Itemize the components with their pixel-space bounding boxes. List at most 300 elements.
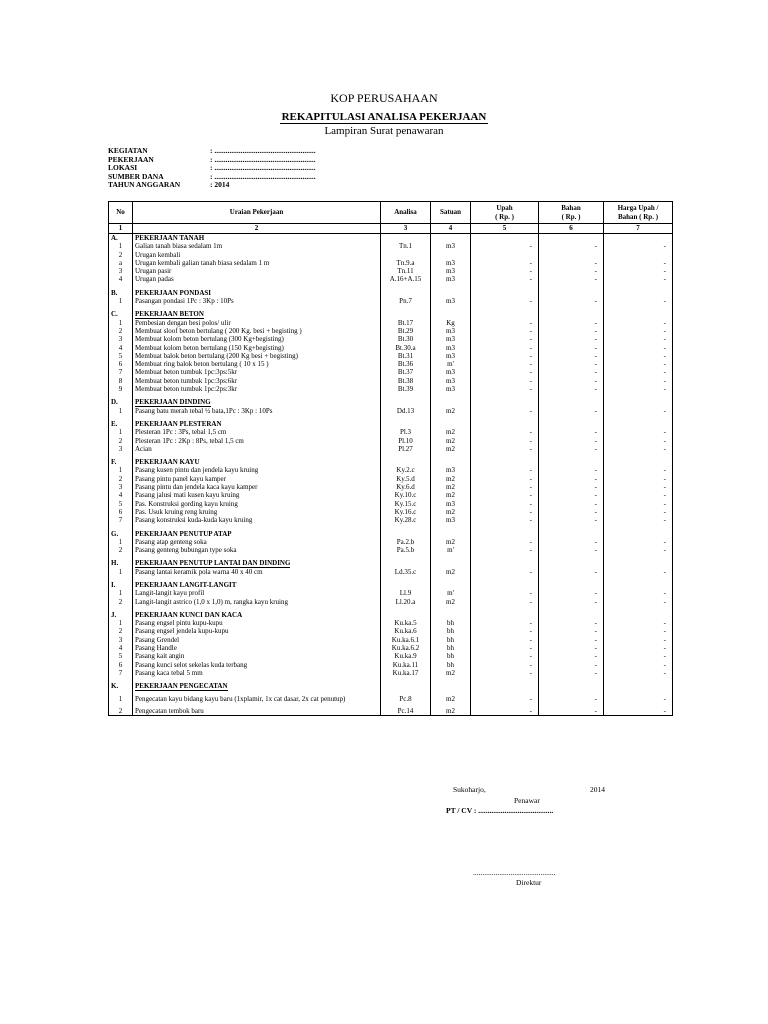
empty-cell (381, 611, 431, 619)
table-row (109, 437, 673, 445)
item-upah: - (471, 368, 539, 376)
section-row (109, 289, 673, 297)
item-harga: - (604, 589, 673, 597)
item-number: 7 (109, 368, 133, 376)
empty-cell (381, 420, 431, 428)
item-bahan: - (539, 385, 604, 393)
table-row (109, 627, 673, 635)
item-bahan: - (539, 669, 604, 677)
empty-cell (431, 458, 471, 466)
item-description: Galian tanah biasa sedalam 1m (133, 242, 381, 250)
empty-cell (604, 310, 673, 318)
item-harga: - (604, 267, 673, 275)
item-upah: - (471, 437, 539, 445)
item-harga: - (604, 297, 673, 305)
column-number: 7 (604, 224, 673, 234)
item-upah: - (471, 335, 539, 343)
column-number: 4 (431, 224, 471, 234)
item-description: Urugan padas (133, 275, 381, 283)
item-number: 3 (109, 483, 133, 491)
item-satuan: m3 (431, 500, 471, 508)
column-header: Analisa (381, 202, 431, 224)
item-harga: - (604, 644, 673, 652)
empty-cell (471, 559, 539, 567)
item-bahan: - (539, 437, 604, 445)
item-upah: - (471, 500, 539, 508)
item-satuan: bh (431, 661, 471, 669)
item-upah: - (471, 445, 539, 453)
item-harga: - (604, 508, 673, 516)
empty-cell (539, 398, 604, 406)
kop-perusahaan: KOP PERUSAHAAN (330, 91, 438, 105)
section-code: K. (109, 682, 133, 690)
item-description: Plesteran 1Pc : 2Kp : 8Ps, tebal 1,5 cm (133, 437, 381, 445)
item-upah: - (471, 377, 539, 385)
item-number: 6 (109, 360, 133, 368)
item-bahan: - (539, 691, 604, 707)
item-harga: - (604, 319, 673, 327)
item-upah: - (471, 669, 539, 677)
item-number: 2 (109, 546, 133, 554)
item-satuan: bh (431, 627, 471, 635)
table-row (109, 360, 673, 368)
item-analisa: Ku.ka.5 (381, 619, 431, 627)
item-number: 9 (109, 385, 133, 393)
section-code: B. (109, 289, 133, 297)
item-analisa: Pn.7 (381, 297, 431, 305)
section-code: I. (109, 581, 133, 589)
item-upah: - (471, 707, 539, 716)
empty-cell (431, 398, 471, 406)
item-bahan: - (539, 319, 604, 327)
item-analisa: Pl.3 (381, 428, 431, 436)
item-number: 2 (109, 627, 133, 635)
document-title-text: REKAPITULASI ANALISA PEKERJAAN (281, 111, 487, 123)
penawar-label: Penawar (514, 796, 540, 805)
empty-cell (431, 420, 471, 428)
item-bahan: - (539, 445, 604, 453)
item-upah: - (471, 483, 539, 491)
table-row (109, 319, 673, 327)
section-title-text: PEKERJAAN PLESTERAN (135, 419, 222, 428)
column-number: 5 (471, 224, 539, 234)
section-title-text: PEKERJAAN LANGIT-LANGIT (135, 580, 237, 589)
item-number: 6 (109, 661, 133, 669)
empty-cell (604, 398, 673, 406)
meta-label: TAHUN ANGGARAN (108, 180, 181, 190)
item-harga: - (604, 538, 673, 546)
item-description: Membuat balok beton bertulang (200 Kg besi + begisting) (133, 352, 381, 360)
empty-cell (604, 530, 673, 538)
item-number: 1 (109, 568, 133, 576)
empty-cell (539, 420, 604, 428)
item-satuan: m3 (431, 516, 471, 524)
item-bahan: - (539, 428, 604, 436)
item-satuan: m' (431, 546, 471, 554)
item-number: 3 (109, 335, 133, 343)
item-harga: - (604, 327, 673, 335)
item-bahan: - (539, 242, 604, 250)
item-satuan: m2 (431, 568, 471, 576)
item-analisa: Bt.31 (381, 352, 431, 360)
meta-label: KEGIATAN (108, 146, 148, 155)
item-analisa (381, 251, 431, 259)
item-satuan: m2 (431, 598, 471, 606)
item-upah: - (471, 491, 539, 499)
signature-line: ............................................ (473, 868, 556, 877)
item-number: 2 (109, 598, 133, 606)
empty-cell (539, 611, 604, 619)
table-row (109, 691, 673, 707)
item-upah: - (471, 360, 539, 368)
section-row (109, 530, 673, 538)
table-row (109, 297, 673, 305)
item-bahan: - (539, 636, 604, 644)
item-upah: - (471, 661, 539, 669)
item-harga: - (604, 491, 673, 499)
item-number: 2 (109, 475, 133, 483)
empty-cell (604, 611, 673, 619)
meta-value: : ...................................................... (210, 171, 316, 181)
item-harga: - (604, 669, 673, 677)
item-number: 4 (109, 275, 133, 283)
item-upah: - (471, 589, 539, 597)
column-number: 3 (381, 224, 431, 234)
empty-cell (431, 310, 471, 318)
item-satuan: m3 (431, 466, 471, 474)
item-satuan: m' (431, 589, 471, 597)
section-title-text: PEKERJAAN PENUTUP LANTAI DAN DINDING (135, 559, 291, 568)
item-number: 5 (109, 352, 133, 360)
meta-value: : ...................................................... (210, 163, 316, 173)
empty-cell (604, 234, 673, 243)
item-number: 7 (109, 516, 133, 524)
item-harga: - (604, 636, 673, 644)
empty-cell (539, 234, 604, 243)
item-satuan: m3 (431, 275, 471, 283)
item-harga: - (604, 475, 673, 483)
table-row (109, 568, 673, 576)
item-upah: - (471, 475, 539, 483)
item-harga: - (604, 483, 673, 491)
item-upah: - (471, 619, 539, 627)
empty-cell (471, 611, 539, 619)
item-number: 2 (109, 707, 133, 716)
section-title (133, 458, 381, 466)
document-title (0, 111, 768, 123)
section-title (133, 581, 381, 589)
column-number: 6 (539, 224, 604, 234)
item-bahan: - (539, 644, 604, 652)
item-number: 1 (109, 466, 133, 474)
item-bahan: - (539, 335, 604, 343)
item-description: Urugan kembali (133, 251, 381, 259)
table-row (109, 242, 673, 250)
recap-table (108, 201, 673, 716)
item-satuan: m2 (431, 491, 471, 499)
table-row (109, 483, 673, 491)
empty-cell (604, 559, 673, 567)
item-upah: - (471, 508, 539, 516)
item-number: 1 (109, 589, 133, 597)
item-satuan: m3 (431, 267, 471, 275)
item-bahan: - (539, 368, 604, 376)
item-description: Pas. Usuk kruing reng kruing (133, 508, 381, 516)
item-number: 2 (109, 327, 133, 335)
section-title (133, 559, 381, 567)
section-title (133, 420, 381, 428)
section-title-text: PEKERJAAN PONDASI (135, 288, 212, 297)
meta-label: LOKASI (108, 163, 138, 173)
item-upah: - (471, 652, 539, 660)
item-description: Pasang Grendel (133, 636, 381, 644)
item-analisa: Pc.14 (381, 707, 431, 716)
item-analisa: Ky.10.c (381, 491, 431, 499)
empty-cell (539, 310, 604, 318)
item-bahan (539, 251, 604, 259)
item-number: 1 (109, 242, 133, 250)
item-number: 5 (109, 500, 133, 508)
item-analisa: Ku.ka.6.2 (381, 644, 431, 652)
item-analisa: Ky.6.d (381, 483, 431, 491)
item-description: Urugan pasir (133, 267, 381, 275)
item-upah: - (471, 259, 539, 267)
meta-label: PEKERJAAN (108, 154, 154, 164)
section-code: J. (109, 611, 133, 619)
item-description: Langit-langit kayu profil (133, 589, 381, 597)
item-analisa: Ky.28.c (381, 516, 431, 524)
section-title (133, 289, 381, 297)
company-name: PT / CV : ........................................ (446, 806, 554, 815)
empty-cell (604, 289, 673, 297)
item-satuan: m2 (431, 669, 471, 677)
item-harga: - (604, 437, 673, 445)
table-row (109, 335, 673, 343)
table-header-row (109, 202, 673, 224)
empty-cell (381, 530, 431, 538)
item-bahan: - (539, 377, 604, 385)
item-upah: - (471, 568, 539, 576)
item-analisa: Pa.2.b (381, 538, 431, 546)
table-row (109, 707, 673, 716)
item-upah: - (471, 242, 539, 250)
item-number: 4 (109, 491, 133, 499)
empty-cell (539, 559, 604, 567)
item-bahan: - (539, 546, 604, 554)
item-analisa: Ku.ka.6.1 (381, 636, 431, 644)
item-harga: - (604, 500, 673, 508)
item-number: 4 (109, 344, 133, 352)
item-bahan: - (539, 598, 604, 606)
item-analisa: Pc.8 (381, 691, 431, 707)
section-title-text: PEKERJAAN PENUTUP ATAP (135, 529, 232, 538)
item-satuan: bh (431, 619, 471, 627)
section-title (133, 682, 381, 690)
item-harga: - (604, 546, 673, 554)
table-row (109, 259, 673, 267)
empty-cell (604, 458, 673, 466)
item-analisa: Bt.30.a (381, 344, 431, 352)
meta-value: : ...................................................... (210, 146, 316, 155)
section-code: D. (109, 398, 133, 406)
item-bahan: - (539, 627, 604, 635)
empty-cell (471, 310, 539, 318)
table-row (109, 251, 673, 259)
item-bahan: - (539, 589, 604, 597)
item-upah: - (471, 691, 539, 707)
empty-cell (431, 289, 471, 297)
empty-cell (381, 289, 431, 297)
section-row (109, 310, 673, 318)
table-row (109, 500, 673, 508)
item-harga: - (604, 691, 673, 707)
item-harga: - (604, 627, 673, 635)
item-harga: - (604, 407, 673, 415)
item-satuan: bh (431, 644, 471, 652)
empty-cell (381, 310, 431, 318)
item-analisa: Ky.2.c (381, 466, 431, 474)
item-number: 1 (109, 297, 133, 305)
empty-cell (431, 559, 471, 567)
director-label: Direktur (516, 878, 542, 887)
section-title (133, 310, 381, 318)
item-analisa: Bt.38 (381, 377, 431, 385)
table-row (109, 508, 673, 516)
item-analisa: Pl.27 (381, 445, 431, 453)
item-number: 8 (109, 377, 133, 385)
item-bahan: - (539, 491, 604, 499)
signing-place: Sukoharjo, (453, 785, 486, 794)
column-number: 1 (109, 224, 133, 234)
empty-cell (471, 458, 539, 466)
empty-cell (381, 398, 431, 406)
item-harga: - (604, 275, 673, 283)
meta-row (108, 181, 316, 190)
item-harga: - (604, 428, 673, 436)
item-description: Membuat beton tumbuk 1pc:2ps:3kr (133, 385, 381, 393)
item-number: 2 (109, 437, 133, 445)
empty-cell (604, 420, 673, 428)
item-satuan: m' (431, 360, 471, 368)
item-description: Pembesian dengan besi polos/ ulir (133, 319, 381, 327)
item-satuan: m3 (431, 385, 471, 393)
item-number: 2 (109, 251, 133, 259)
item-bahan: - (539, 466, 604, 474)
item-description: Pasang Handle (133, 644, 381, 652)
item-satuan: m2 (431, 707, 471, 716)
item-harga: - (604, 352, 673, 360)
section-title (133, 398, 381, 406)
empty-cell (431, 530, 471, 538)
table-row (109, 385, 673, 393)
item-bahan: - (539, 327, 604, 335)
item-harga: - (604, 707, 673, 716)
item-number: a (109, 259, 133, 267)
item-analisa: Pl.10 (381, 437, 431, 445)
column-header: Satuan (431, 202, 471, 224)
item-description: Urugan kembali galian tanah biasa sedalam 1 m (133, 259, 381, 267)
item-satuan: m2 (431, 428, 471, 436)
item-satuan: Kg (431, 319, 471, 327)
item-analisa: Ku.ka.6 (381, 627, 431, 635)
section-row (109, 611, 673, 619)
section-row (109, 234, 673, 243)
item-satuan: m3 (431, 327, 471, 335)
item-analisa: Bt.30 (381, 335, 431, 343)
item-analisa: Ku.ka.17 (381, 669, 431, 677)
empty-cell (471, 234, 539, 243)
empty-cell (471, 398, 539, 406)
item-analisa: Ku.ka.11 (381, 661, 431, 669)
column-header: Bahan ( Rp. ) (539, 202, 604, 224)
empty-cell (471, 530, 539, 538)
item-satuan: m3 (431, 297, 471, 305)
item-satuan: m2 (431, 407, 471, 415)
empty-cell (431, 234, 471, 243)
item-description: Membuat beton tumbuk 1pc:3ps:6kr (133, 377, 381, 385)
empty-cell (539, 289, 604, 297)
table-row (109, 344, 673, 352)
item-harga: - (604, 568, 673, 576)
item-harga: - (604, 516, 673, 524)
item-analisa: Dd.13 (381, 407, 431, 415)
section-row (109, 559, 673, 567)
item-satuan: bh (431, 636, 471, 644)
table-row (109, 598, 673, 606)
section-code: F. (109, 458, 133, 466)
table-row (109, 445, 673, 453)
section-title (133, 611, 381, 619)
table-row (109, 466, 673, 474)
item-analisa: Ld.35.c (381, 568, 431, 576)
item-bahan: - (539, 508, 604, 516)
item-harga: - (604, 360, 673, 368)
item-upah: - (471, 297, 539, 305)
item-bahan: - (539, 652, 604, 660)
section-row (109, 581, 673, 589)
empty-cell (471, 682, 539, 690)
column-header: No (109, 202, 133, 224)
table-row (109, 619, 673, 627)
section-title-text: PEKERJAAN TANAH (135, 234, 205, 242)
item-description: Plesteran 1Pc : 3Ps, tebal 1,5 cm (133, 428, 381, 436)
item-analisa: Ky.15.c (381, 500, 431, 508)
empty-cell (381, 234, 431, 243)
item-harga: - (604, 259, 673, 267)
item-harga: - (604, 466, 673, 474)
item-satuan: m3 (431, 335, 471, 343)
column-header: Harga Upah / Bahan ( Rp. ) (604, 202, 673, 224)
empty-cell (381, 581, 431, 589)
item-bahan: - (539, 475, 604, 483)
item-number: 3 (109, 445, 133, 453)
column-header: Upah ( Rp. ) (471, 202, 539, 224)
item-analisa: Bt.36 (381, 360, 431, 368)
item-satuan: m2 (431, 691, 471, 707)
item-upah: - (471, 598, 539, 606)
item-number: 7 (109, 669, 133, 677)
item-description: Pasang konstruksi kuda-kuda kayu kruing (133, 516, 381, 524)
item-bahan: - (539, 483, 604, 491)
document-subtitle: Lampiran Surat penawaran (324, 125, 444, 137)
item-satuan: m2 (431, 483, 471, 491)
item-upah: - (471, 538, 539, 546)
empty-cell (471, 420, 539, 428)
meta-value: : ...................................................... (210, 154, 316, 164)
item-analisa: Ky.5.d (381, 475, 431, 483)
item-analisa: A.16+A.15 (381, 275, 431, 283)
item-analisa: Bt.29 (381, 327, 431, 335)
